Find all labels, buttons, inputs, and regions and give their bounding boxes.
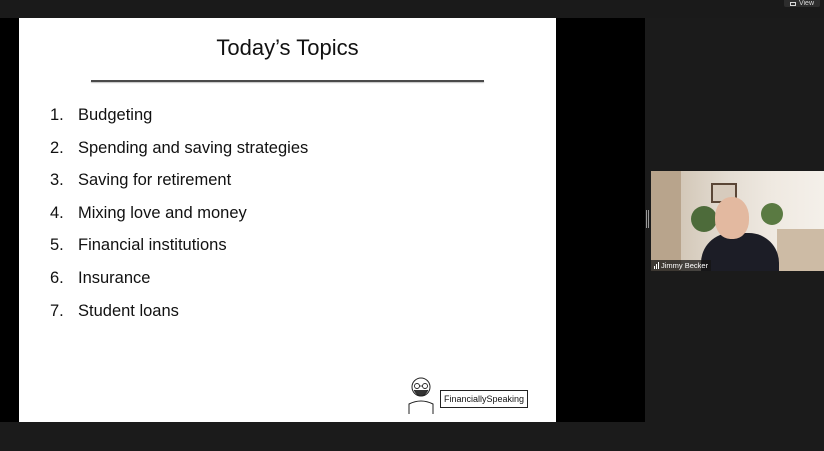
- topic-item: [50, 302, 308, 335]
- financially-speaking-logo: [407, 376, 531, 414]
- slide-title: Today’s Topics: [216, 35, 359, 60]
- topic-number: 6.: [50, 268, 64, 287]
- screen-share-area: [0, 18, 645, 422]
- participant-name: Jimmy Becker: [661, 261, 709, 270]
- topic-number: 7.: [50, 301, 64, 320]
- topic-number: 4.: [50, 203, 64, 222]
- participant-video-tile[interactable]: [651, 171, 824, 271]
- view-grid-icon: [790, 2, 796, 6]
- topic-number: 5.: [50, 236, 64, 255]
- topic-item: [50, 269, 308, 302]
- participant-name-label: [651, 260, 711, 271]
- logo-text: FinanciallySpeaking: [440, 390, 528, 408]
- topic-number: 3.: [50, 171, 64, 190]
- title-divider: [91, 80, 484, 82]
- view-button-label: View: [798, 0, 814, 7]
- top-bar: [0, 0, 824, 18]
- topic-item: [50, 139, 308, 172]
- panel-resize-handle[interactable]: [646, 210, 649, 228]
- topic-label: Financial institutions: [78, 236, 227, 255]
- bottom-bar: [0, 422, 824, 451]
- topic-number: 2.: [50, 138, 64, 157]
- participant-head: [715, 197, 749, 239]
- participant-body: [701, 233, 779, 271]
- topic-label: Saving for retirement: [78, 171, 232, 190]
- topic-label: Spending and saving strategies: [78, 138, 309, 157]
- topic-item: [50, 236, 308, 269]
- topic-label: Student loans: [78, 301, 179, 320]
- topic-number: 1.: [50, 106, 64, 124]
- view-button[interactable]: [784, 0, 820, 7]
- presentation-slide: [19, 18, 556, 422]
- topic-item: [50, 171, 308, 204]
- topic-item: [50, 106, 308, 139]
- video-background-window: [651, 171, 681, 271]
- topic-list: [50, 106, 308, 334]
- video-background-plant: [691, 206, 717, 232]
- topic-label: Insurance: [78, 268, 151, 287]
- bearded-face-icon: [407, 376, 437, 414]
- signal-bars-icon: [654, 262, 659, 269]
- video-background-plant: [761, 203, 783, 225]
- topic-label: Mixing love and money: [78, 203, 247, 222]
- topic-label: Budgeting: [78, 106, 153, 124]
- topic-item: [50, 204, 308, 237]
- video-background-couch: [777, 229, 824, 271]
